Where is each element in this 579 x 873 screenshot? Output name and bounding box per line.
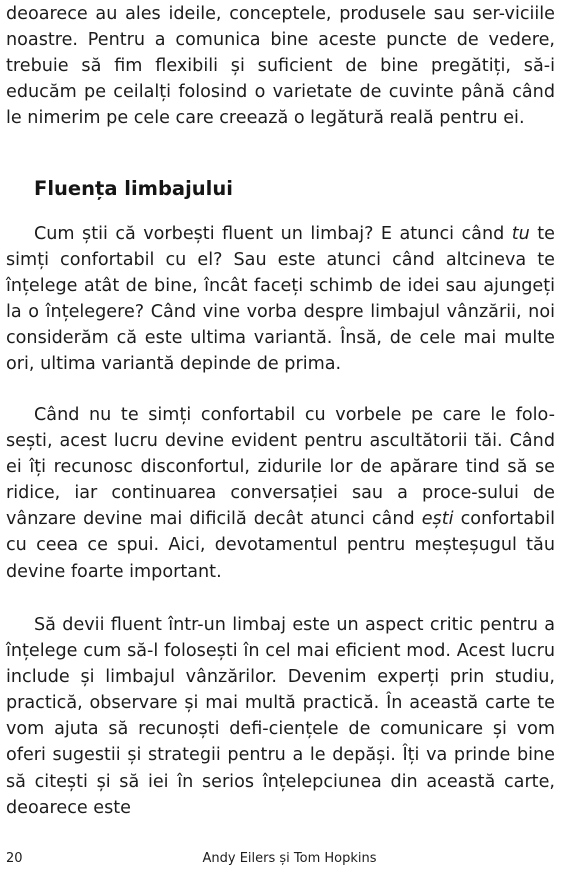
intro-paragraph: deoarece au ales ideile, conceptele, produsele sau ser-viciile noastre. Pentru a comunica bine aceste puncte de vedere, trebuie să fim flexibili și suficient de bine pregătiți, să-i educăm pe ceilalți folosind o varietate de cuvinte până când le nimerim pe cele care creează o legătură reală pentru ei.: [6, 4, 555, 129]
paragraph-text: Cum știi că vorbești fluent un limbaj? E atunci când: [34, 224, 512, 244]
section-heading: Fluența limbajului: [34, 177, 233, 200]
footer-authors: Andy Eilers și Tom Hopkins: [202, 851, 377, 866]
italic-emphasis: tu: [511, 224, 530, 244]
paragraph-text: Când nu te simți confortabil cu vorbele pe care le folo-sești, acest lucru devine evident pentru ascultătorii tăi. Când ei îți recunosc disconfortul, zidurile lor de apărare tind să se ridice, iar continuarea conversației sau a proce-sului de vânzare devine mai dificilă decât atunci când: [6, 405, 555, 530]
paragraph-text: te simți confortabil cu el? Sau este atunci când altcineva te înțelege atât de bine, încât faceți schimb de idei sau ajungeți la o înțelegere? Când vine vorba despre limbajul vânzării, noi considerăm că este ultima variantă. Însă, de cele mai multe ori, ultima variantă depinde de prima.: [6, 224, 555, 375]
body-paragraph-1: [6, 221, 555, 378]
footer-page-number: 20: [6, 851, 23, 866]
paragraph-text: confortabil cu ceea ce spui. Aici, devotamentul pentru meșteșugul tău devine foarte important.: [6, 509, 555, 582]
italic-emphasis: ești: [421, 509, 454, 530]
body-paragraph-2: [6, 402, 555, 585]
body-paragraph-3: Să devii fluent într-un limbaj este un aspect critic pentru a înțelege cum să-l folosești în cel mai eficient mod. Acest lucru include și limbajul vânzărilor. Devenim experți prin studiu, practică, observare și mai multă practică. În această carte te vom ajuta să recunoști defi-ciențele de comunicare și vom oferi sugestii și strategii pentru a le depăși. Îți va prinde bine să citești și să iei în serios înțelepciunea din această carte, deoarece este: [6, 615, 555, 818]
